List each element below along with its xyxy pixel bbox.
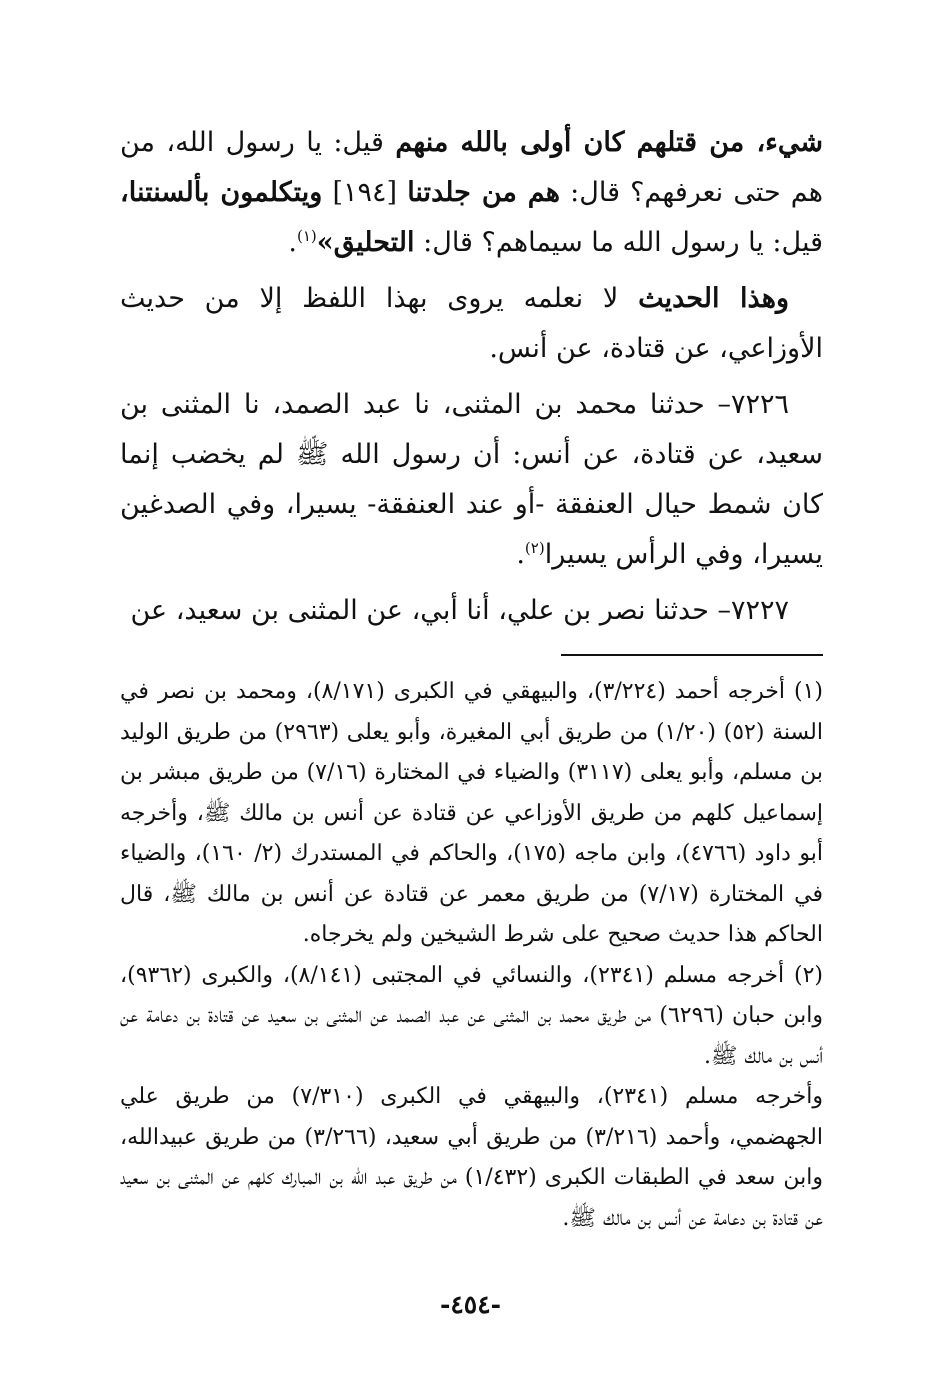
text-run: . — [516, 539, 525, 570]
page-number: -٤٥٤- — [439, 1290, 502, 1319]
text-run: لا نعلمه يروى بهذا اللفظ إلا من حديث الأوزاعي، عن قتادة، عن أنس. — [120, 283, 823, 364]
text-run: ٧٢٢٦– حدثنا محمد بن المثنى، نا عبد الصمد، نا المثنى بن سعيد، عن قتادة، عن أنس: أن رسول الله ﷺ لم يخضب إنما كان شمط حيال العنفقة -أو عند العنفقة- يسيرا، وفي الصدغين يسيرا، وفي الرأس يسيرا — [120, 389, 823, 570]
bold-phrase: التحليق» — [316, 227, 415, 258]
main-text — [120, 118, 823, 636]
bold-phrase: هم من جلدتنا — [407, 177, 560, 208]
footnote-2-continuation: وأخرجه مسلم (٢٣٤١)، والبيهقي في الكبرى (٧/٣١٠) من طريق علي الجهضمي، وأحمد (٣/٢١٦) من طريق أبي سعيد، (٣/٢٦٦) من طريق عبيدالله، وابن سعد في الطبقات الكبرى (١/٤٣٢) من طريق عبد الله بن المبارك كلهم عن المثنى بن سعيد عن قتادة بن دعامة عن أنس بن مالك ﷺ. — [120, 1084, 824, 1231]
book-page — [120, 118, 823, 1239]
bold-phrase: ويتكلمون بألسنتنا، — [120, 177, 323, 208]
text-run: قيل: يا رسول الله ما سيماهم؟ قال: — [414, 227, 823, 258]
text-run: . — [288, 227, 297, 258]
paragraph-comment — [120, 274, 823, 374]
bold-phrase: شيء، من قتلهم كان أولى بالله منهم — [395, 127, 823, 158]
footnote-1: (١) أخرجه أحمد (٣/٢٢٤)، والبيهقي في الكبرى (٨/١٧١)، ومحمد بن نصر في السنة (٥٢) (١/٢٠) من طريق أبي المغيرة، وأبو يعلى (٢٩٦٣) من طريق الوليد بن مسلم، وأبو يعلى (٣١١٧) والضياء في المختارة (٧/١٦) من طريق مبشر بن إسماعيل كلهم من طريق الأوزاعي عن قتادة عن أنس بن مالك ﷺ، وأخرجه أبو داود (٤٧٦٦)، وابن ماجه (١٧٥)، والحاكم في المستدرك (٢/ ١٦٠)، والضياء في المختارة (٧/١٧) من طريق معمر عن قتادة عن أنس بن مالك ﷺ، قال الحاكم هذا حديث صحيح على شرط الشيخين ولم يخرجاه. — [120, 679, 824, 947]
footnote-ref-1[interactable]: (١) — [296, 227, 317, 245]
paragraph-hadith-continuation — [120, 118, 823, 268]
page-marker: [١٩٤] — [322, 177, 408, 208]
footnote-separator — [561, 654, 823, 656]
text-run: قيل: يا رسول الله، من هم حتى نعرفهم؟ قال: — [120, 127, 823, 208]
paragraph-hadith-7227: ٧٢٢٧– حدثنا نصر بن علي، أنا أبي، عن المثنى بن سعيد، عن — [130, 595, 789, 626]
footnote-ref-2[interactable]: (٢) — [524, 539, 545, 557]
footnote-2: (٢) أخرجه مسلم (٢٣٤١)، والنسائي في المجتبى (٨/١٤١)، والكبرى (٩٣٦٢)، وابن حبان (٦٢٩٦) من طريق محمد بن المثنى عن عبد الصمد عن المثنى بن سعيد عن قتادة بن دعامة عن أنس بن مالك ﷺ. — [120, 962, 824, 1069]
paragraph-hadith-7226 — [120, 380, 823, 580]
bold-phrase: وهذا الحديث — [638, 283, 789, 314]
footnotes-section — [120, 672, 823, 1239]
